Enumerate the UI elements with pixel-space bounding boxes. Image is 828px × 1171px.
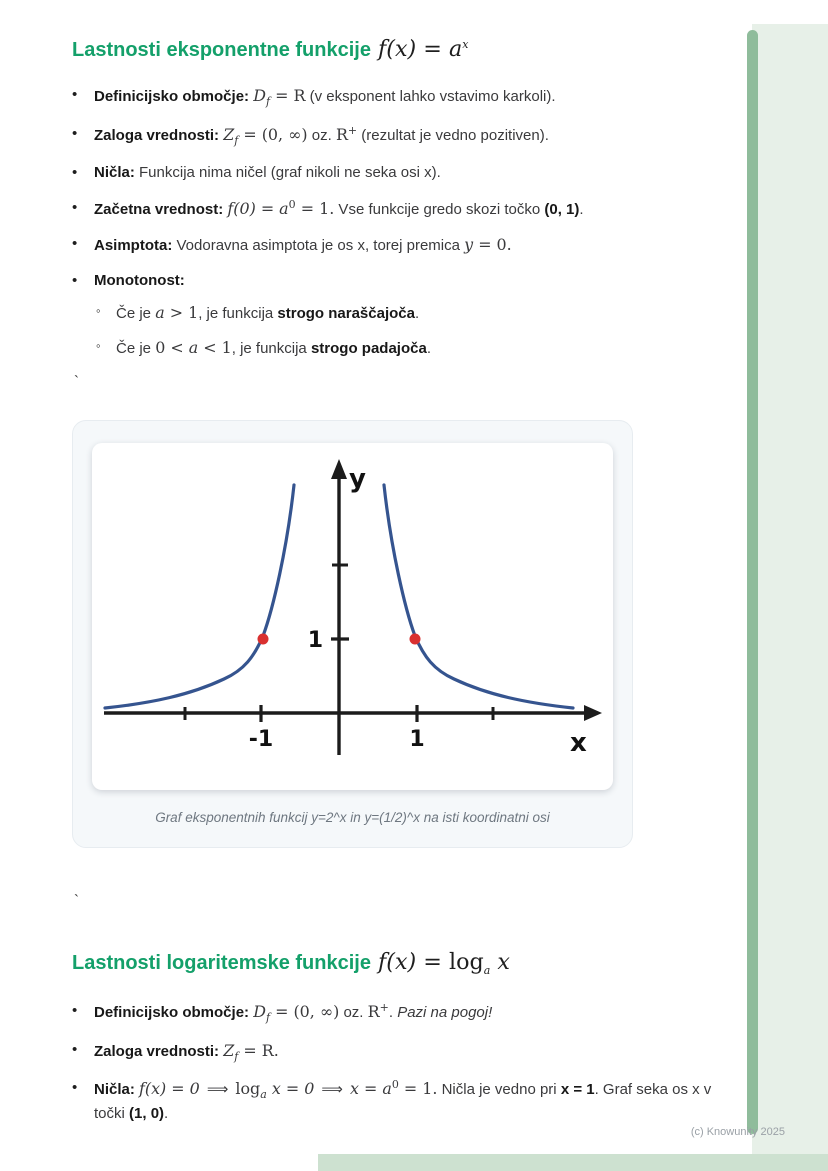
scrollbar-thumb[interactable] bbox=[747, 30, 758, 1134]
sub-bullet-increasing-text: Če je a > 1, je funkcija strogo naraščajoča. bbox=[116, 302, 420, 322]
bullet-log-zero bbox=[72, 1077, 738, 1125]
bullet-initial-value bbox=[72, 197, 738, 221]
bullet-monotonicity bbox=[72, 270, 738, 292]
figure-caption: Graf eksponentnih funkcij y=2^x in y=(1/2)^x na isti koordinatni osi bbox=[155, 810, 550, 826]
bullet-icon: • bbox=[72, 124, 78, 142]
bullet-log-domain bbox=[72, 1000, 738, 1026]
implies-icon: ⟹ bbox=[321, 1080, 343, 1099]
bullet-icon: • bbox=[72, 198, 78, 216]
heading-logarithmic-text: Lastnosti logaritemske funkcije bbox=[72, 952, 371, 975]
y-axis-arrow-icon bbox=[331, 459, 347, 479]
figure-card bbox=[72, 420, 633, 848]
bullet-range-text: Zaloga vrednosti: $Z_f = (0$, ∞) oz. R+ (rezultat je vedno pozitiven). bbox=[94, 123, 549, 147]
sub-bullet-increasing bbox=[96, 301, 738, 325]
bullet-icon: • bbox=[72, 1001, 78, 1019]
exponential-graph bbox=[92, 443, 613, 790]
point-left-dot bbox=[258, 634, 269, 645]
sub-bullet-icon: ◦ bbox=[96, 337, 101, 353]
y-tick-label-1: 1 bbox=[307, 628, 323, 654]
heading-logarithmic: Lastnosti logaritemske funkcije $f(x) = \log_a x$ bbox=[72, 949, 510, 978]
implies-icon: ⟹ bbox=[206, 1080, 229, 1099]
heading-exponential bbox=[72, 36, 738, 62]
bullet-icon: • bbox=[72, 1040, 78, 1058]
bullet-zero-text: Ničla: Funkcija nima ničel (graf nikoli ne seka osi x). bbox=[94, 163, 441, 181]
bullet-monotonicity-text: Monotonost: bbox=[94, 272, 185, 290]
sub-bullet-icon: ◦ bbox=[96, 302, 101, 318]
document-content bbox=[72, 28, 738, 1138]
sub-bullet-decreasing-text: Če je 0 < a < 1, je funkcija strogo padajoča. bbox=[116, 337, 431, 357]
x-tick-label-pos1: 1 bbox=[409, 727, 425, 753]
bullet-log-range bbox=[72, 1039, 738, 1065]
bullet-icon: • bbox=[72, 1079, 78, 1097]
y-axis-label: y bbox=[349, 464, 366, 495]
heading-exponential-math-sup: x bbox=[462, 38, 469, 51]
point-right-dot bbox=[410, 634, 421, 645]
bullet-asymptote bbox=[72, 233, 738, 257]
bullet-asymptote-text: Asimptota: Vodoravna asimptota je os x, torej premica y = 0. bbox=[94, 235, 512, 255]
bullet-icon: • bbox=[72, 235, 78, 253]
bullet-zero bbox=[72, 162, 738, 184]
bullet-log-domain-text: Definicijsko območje: $D_f = (0$, ∞) oz. R+. Pazi na pogoj! bbox=[94, 1000, 493, 1024]
x-tick-label-neg1: -1 bbox=[248, 727, 274, 753]
bullet-initial-value-text: Začetna vrednost: $f(0) = a^0 = 1$. Vse funkcije gredo skozi točko (0, 1). bbox=[94, 197, 584, 218]
right-margin-strip bbox=[752, 24, 828, 1171]
curve-half-pow-x bbox=[384, 485, 573, 708]
x-axis-label: x bbox=[570, 728, 587, 759]
bullet-icon: • bbox=[72, 86, 78, 103]
stray-backtick: ` bbox=[74, 892, 79, 910]
copyright-notice: (c) Knowunity 2025 bbox=[690, 1126, 785, 1138]
bottom-border-strip bbox=[318, 1154, 828, 1171]
bullet-domain bbox=[72, 84, 738, 110]
bullet-icon: • bbox=[72, 272, 78, 290]
bullet-range bbox=[72, 123, 738, 149]
heading-exponential-math: f(x) = a bbox=[370, 36, 463, 62]
heading-exponential-text: Lastnosti eksponentne funkcije bbox=[72, 39, 371, 61]
x-axis-arrow-icon bbox=[584, 705, 602, 721]
bullet-log-range-text: Zaloga vrednosti: $Z_f = R$. bbox=[94, 1040, 279, 1063]
curve-2-pow-x bbox=[105, 485, 294, 708]
graph-image bbox=[92, 443, 613, 790]
sub-bullet-decreasing bbox=[96, 336, 738, 360]
bullet-domain-text: Definicijsko območje: $D_f = R$ (v eksponent lahko vstavimo karkoli). bbox=[94, 86, 556, 108]
bullet-log-zero-text: Ničla: f(x) = 0 ⟹ $\log_a x = 0$ ⟹ $x = a^0 = 1$. Ničla je vedno pri x = 1. Graf seka os x v točki (1, 0). bbox=[94, 1078, 712, 1123]
warning-text: Pazi na pogoj! bbox=[397, 1003, 493, 1021]
stray-backtick: ` bbox=[74, 373, 79, 391]
bullet-icon: • bbox=[72, 163, 78, 181]
